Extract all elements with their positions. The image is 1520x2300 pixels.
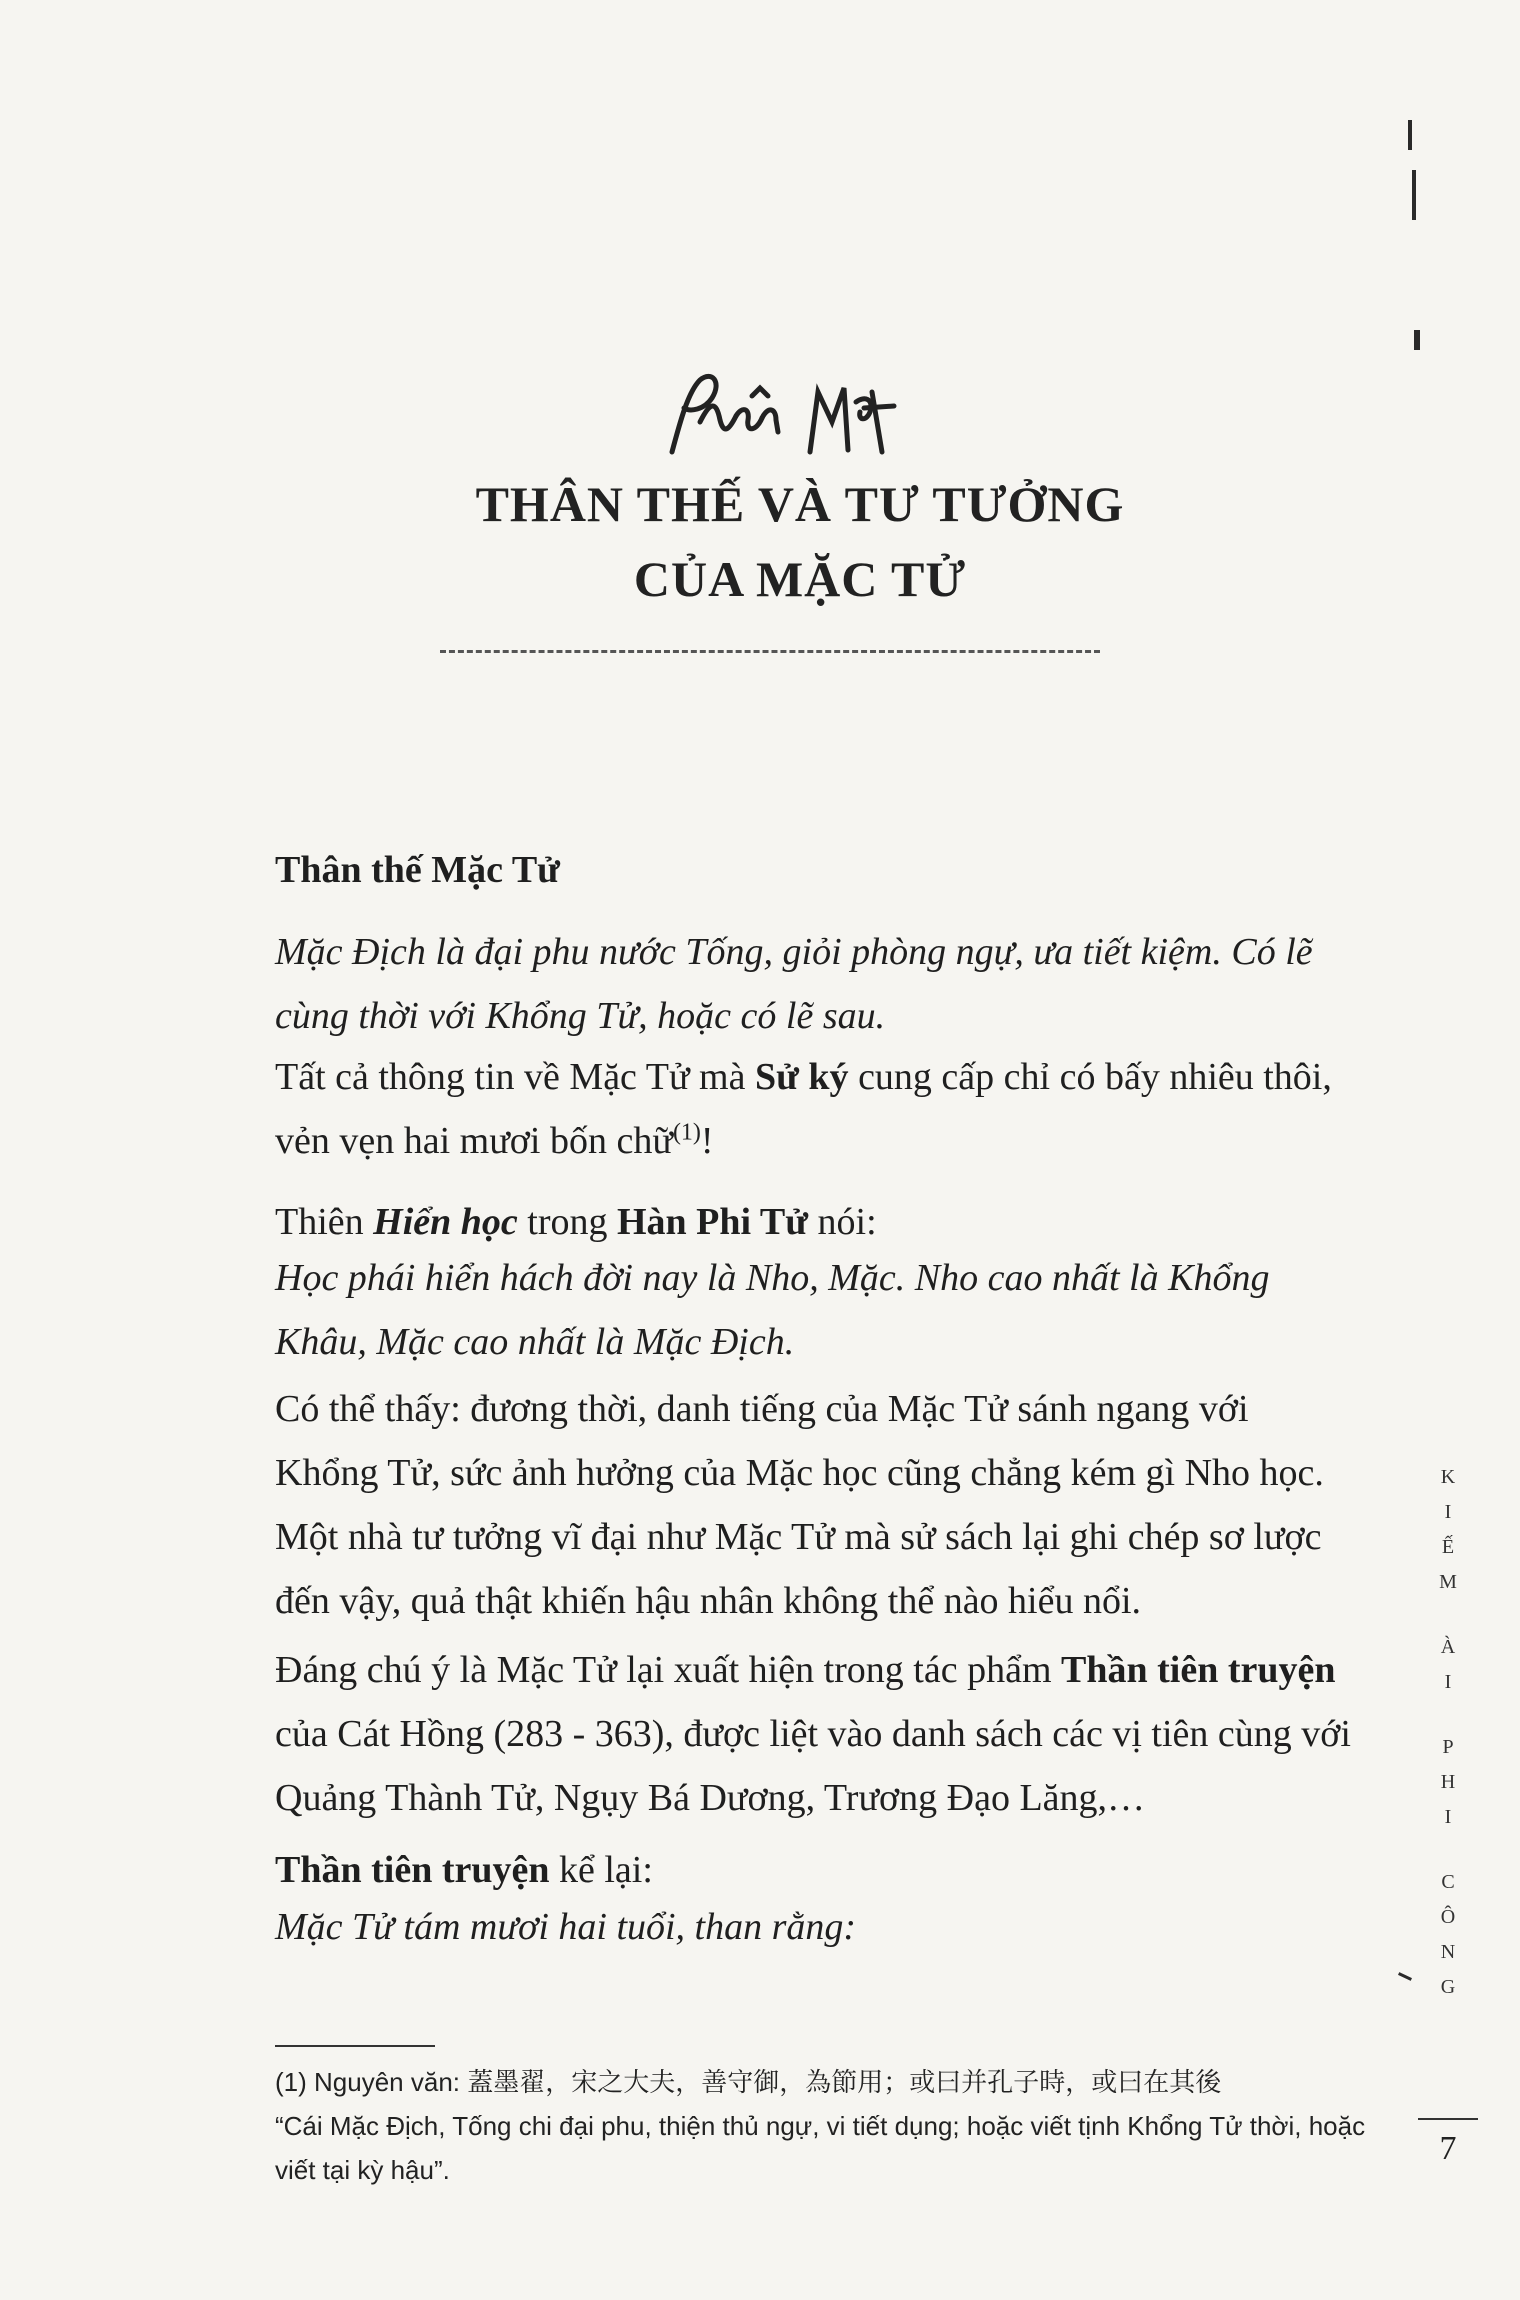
side-letter: K	[1440, 1466, 1456, 1488]
footnote-line-1	[275, 2060, 1375, 2104]
p6-text-a: Đáng chú ý là Mặc Tử lại xuất hiện trong tác phẩm	[275, 1649, 1061, 1691]
stray-mark	[1398, 1972, 1412, 1981]
side-letter: H	[1440, 1771, 1456, 1793]
quote-paragraph-1: Mặc Địch là đại phu nước Tống, giỏi phòng ngự, ưa tiết kiệm. Có lẽ cùng thời với Khổng Tử, hoặc có lẽ sau.	[275, 931, 1313, 1037]
p3-text-e: nói:	[808, 1201, 877, 1243]
title-divider	[440, 650, 1100, 653]
paragraph-3	[275, 1190, 1360, 1254]
p6-text-c: của Cát Hồng (283 - 363), được liệt vào danh sách các vị tiên cùng với Quảng Thành Tử, Ngụy Bá Dương, Trương Đạo Lăng,…	[275, 1713, 1351, 1819]
p2-text-a: Tất cả thông tin về Mặc Tử mà	[275, 1056, 755, 1098]
page-number-rule	[1418, 2118, 1478, 2120]
quote-paragraph-4: Học phái hiển hách đời nay là Nho, Mặc. Nho cao nhất là Khổng Khâu, Mặc cao nhất là Mặc Địch.	[275, 1257, 1270, 1363]
side-letter: Ế	[1441, 1536, 1455, 1558]
side-letter: Ô	[1440, 1906, 1456, 1928]
p3-text-a: Thiên	[275, 1201, 374, 1243]
section-heading: Thân thế Mặc Tử	[275, 849, 560, 891]
p6-book-title: Thần tiên truyện	[1061, 1649, 1336, 1691]
bleed-mark	[1408, 120, 1412, 150]
side-letter: C	[1441, 1871, 1455, 1893]
quote-paragraph-8: Mặc Tử tám mươi hai tuổi, than rằng:	[275, 1906, 857, 1948]
side-letter: I	[1444, 1671, 1452, 1693]
side-letter: I	[1444, 1501, 1452, 1523]
paragraph-7	[275, 1838, 1360, 1902]
page-number: 7	[1439, 2130, 1457, 2167]
p3-chapter-title: Hiển học	[373, 1201, 518, 1243]
chapter-title-line1: THÂN THẾ VÀ TƯ TƯỞNG	[475, 476, 1125, 532]
p3-text-c: trong	[517, 1201, 617, 1243]
p2-text-d: !	[700, 1120, 714, 1162]
footnote-original-text: Nguyên văn: 蓋墨翟，宋之大夫，善守御，為節用；或曰并孔子時，或曰在其後	[314, 2067, 1222, 2097]
p2-book-title: Sử ký	[754, 1056, 849, 1098]
p7-book-title: Thần tiên truyện	[275, 1849, 550, 1891]
bleed-mark	[1414, 330, 1420, 350]
side-gap	[1428, 1600, 1468, 1630]
side-gap	[1428, 1835, 1468, 1865]
side-letter: N	[1440, 1941, 1456, 1963]
footnote-reference[interactable]: (1)	[672, 1119, 701, 1146]
side-gap	[1428, 1700, 1468, 1730]
paragraph-6	[275, 1638, 1360, 1830]
side-letter: I	[1444, 1806, 1452, 1828]
paragraph-2	[275, 1045, 1360, 1173]
side-letter: M	[1439, 1571, 1457, 1593]
footnote-line-2: “Cái Mặc Địch, Tống chi đại phu, thiện thủ ngự, vi tiết dụng; hoặc viết tịnh Khổng Tử thời, hoặc viết tại kỳ hậu”.	[275, 2111, 1366, 2185]
part-label-script	[660, 362, 900, 472]
footnote-number: (1)	[275, 2067, 307, 2097]
paragraph-5: Có thể thấy: đương thời, danh tiếng của Mặc Tử sánh ngang với Khổng Tử, sức ảnh hưởng của Mặc học cũng chẳng kém gì Nho học. Một nhà tư tưởng vĩ đại như Mặc Tử mà sử sách lại ghi chép sơ lược đến vậy, quả thật khiến hậu nhân không thể nào hiểu nổi.	[275, 1388, 1324, 1622]
side-letter: À	[1440, 1636, 1456, 1658]
p7-text-b: kể lại:	[549, 1849, 653, 1891]
bleed-mark	[1412, 170, 1416, 220]
footnote-rule	[275, 2045, 435, 2047]
side-running-title	[1428, 1460, 1468, 2005]
chapter-title-line2: CỦA MẶC TỬ	[633, 551, 967, 607]
side-letter: G	[1440, 1976, 1456, 1998]
p2-text-c: cung cấp chỉ có bấy nhiêu thôi, vẻn vẹn hai mươi bốn chữ	[275, 1056, 1332, 1162]
side-letter: P	[1442, 1736, 1454, 1758]
footnote	[275, 2060, 1375, 2192]
p3-book-title: Hàn Phi Tử	[616, 1201, 809, 1243]
